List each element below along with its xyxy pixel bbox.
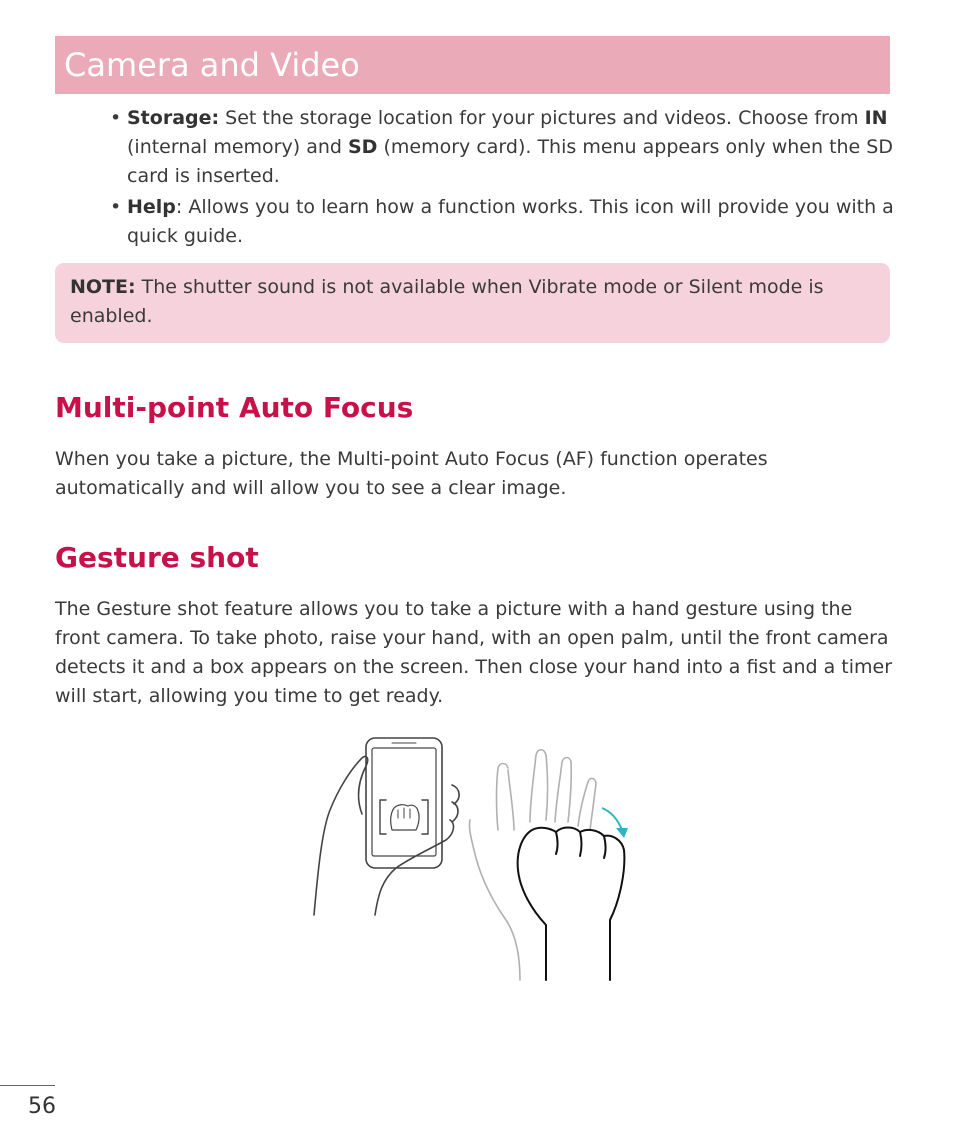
note-body: The shutter sound is not available when Vibrate mode or Silent mode is enabled. <box>70 276 824 327</box>
gesture-shot-paragraph: The Gesture shot feature allows you to take a picture with a hand gesture using the front camera. To take photo, raise your hand, with an open palm, until the front camera detects it and a box appears on the screen. Then close your hand into a fist and a timer will start, allowing you time to get ready. <box>55 598 893 707</box>
multipoint-af-paragraph: When you take a picture, the Multi-point Auto Focus (AF) function operates automatically and will allow you to see a clear image. <box>55 448 768 499</box>
settings-bullet-list <box>108 104 898 253</box>
help-text: : Allows you to learn how a function works. This icon will provide you with a quick guide. <box>127 196 894 247</box>
note-box <box>55 263 890 343</box>
storage-in-label: IN <box>864 107 888 129</box>
note-label: NOTE: <box>70 276 136 298</box>
gesture-shot-illustration <box>300 730 640 985</box>
storage-text-1: Set the storage location for your pictures and videos. Choose from <box>219 107 865 129</box>
hand-holding-phone-icon <box>314 756 459 915</box>
motion-arrow-icon <box>602 808 628 838</box>
note-text <box>70 273 830 331</box>
bullet-help <box>108 193 898 251</box>
storage-label: Storage: <box>127 107 220 129</box>
bullet-storage <box>108 104 898 191</box>
open-palm-icon <box>469 750 596 980</box>
bullet-dot: • <box>110 107 122 129</box>
bullet-dot: • <box>110 196 122 218</box>
closed-fist-icon <box>518 828 625 981</box>
storage-text-3: (memory card). This menu appears only when the SD card is inserted. <box>127 136 893 187</box>
section-title-gesture-shot: Gesture shot <box>55 541 259 574</box>
help-label: Help <box>127 196 176 218</box>
storage-sd-label: SD <box>347 136 378 158</box>
chapter-title: Camera and Video <box>64 46 360 84</box>
chapter-header-bar <box>55 36 890 94</box>
section-title-multipoint-af: Multi-point Auto Focus <box>55 391 414 424</box>
page-number: 56 <box>28 1094 56 1119</box>
storage-text-2: (internal memory) and <box>127 136 348 158</box>
footer-rule <box>0 1085 55 1086</box>
